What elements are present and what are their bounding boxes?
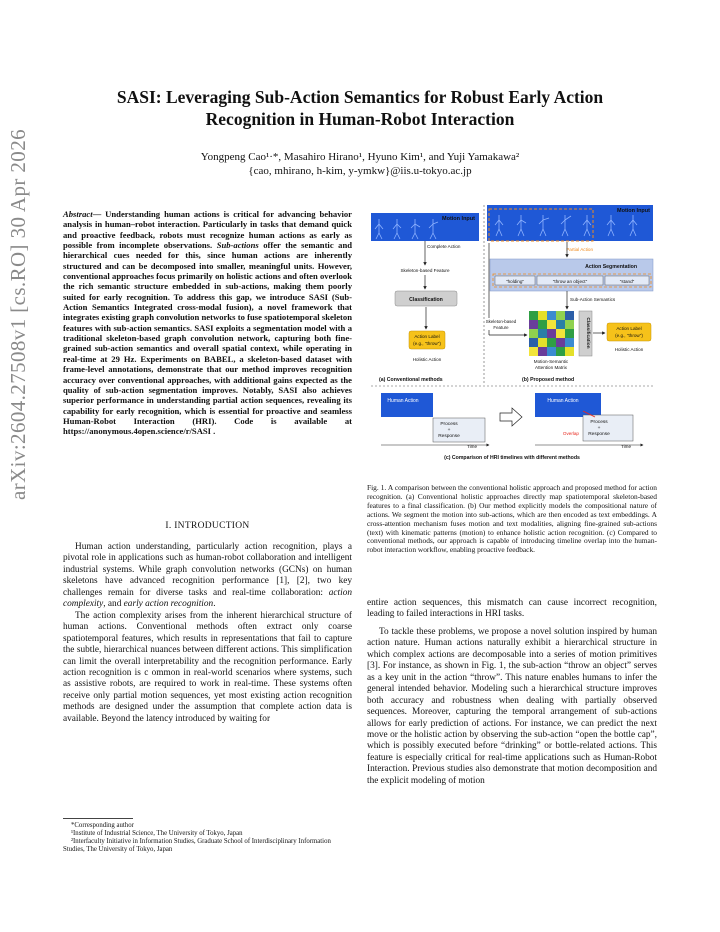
attention-matrix	[529, 311, 574, 356]
segment-holding-label: "holding"	[505, 279, 525, 284]
intro-paragraph-2: The action complexity arises from the inherent hierarchical structure of human actions. Conventional methods often extract only coarse spatiotemporal features, which results in representations that fail to capture the subtle, hierarchical nuances between different actions. This simplification can limit the overall interpretability and the recognition performance. Early action recognition is c ommon in real-world scenarios where systems, such as assistive robots, are required to work in real-time. These systems often receive only partial motion sequences, yet most existing action recognition methods are designed under the assumption that complete action data is available. Beyond the latency introduced by waiting for	[63, 610, 352, 724]
panel-a-label: (a) Conventional methods	[379, 377, 443, 383]
abstract-label: Abstract	[63, 209, 93, 219]
footnote-affiliation-2: ²Interfaculty Initiative in Information Studies, Graduate School of Interdisciplinary Information Studies, The University of Tokyo, Japan	[63, 838, 331, 853]
timeline-b-response	[583, 415, 633, 441]
timeline-b-process: Process	[590, 420, 608, 425]
segment-stand-label: "stand"	[619, 279, 635, 284]
classification-label-b: Classification	[585, 317, 590, 349]
panel-b-label: (b) Proposed method	[522, 377, 575, 383]
title-line-1: SASI: Leveraging Sub-Action Semantics for Robust Early Action	[116, 87, 604, 107]
holistic-action-label-b: Holistic Action	[614, 347, 644, 352]
timeline-a-plus: +	[447, 428, 451, 433]
action-label-b-line1: Action Label	[616, 326, 642, 331]
right-paragraph-0: entire action sequences, this mismatch can cause incorrect recognition, leading to failed interactions in HRI tasks.	[367, 598, 657, 620]
timeline-a-human-action	[381, 393, 433, 417]
arxiv-sidebar-id: arXiv:2604.27508v1 [cs.RO] 30 Apr 2026	[6, 128, 30, 500]
footnote-corresponding: *Corresponding author	[71, 822, 134, 829]
comparison-arrow	[500, 408, 522, 426]
action-label-a-line2: (e.g., "throw")	[413, 341, 441, 346]
footnote-affiliation-1: ¹Institute of Industrial Science, The University of Tokyo, Japan	[71, 830, 243, 837]
author-block	[60, 150, 660, 178]
intro-p1-mid: , and	[103, 599, 124, 610]
figure-1-caption: Fig. 1. A comparison between the conventional holistic approach and proposed method for action recognition. (a) Conventional holistic approaches directly map spatiotemporal skeleton-based features to a final classification. (b) Our method explicitly models the compositional nature of actions. We segment the motion into sub-actions, which are then encoded as text embeddings. A cross-attention mechanism fuses motion and text modalities, aligning fine-grained sub-actions (text) with kinematic patterns (motion) to enhance holistic action recognition. (c) Compared to conventional methods, our approach is capable of introducing timeline overlap into the human-robot interaction workflow, enabling proactive feedback.	[367, 483, 657, 555]
intro-p1-em1: action complexity	[63, 587, 352, 610]
intro-paragraph-1	[63, 542, 352, 611]
skeleton-feature-label-b1: Skeleton-based	[485, 319, 517, 324]
attention-label-2: Attention Matrix	[535, 365, 567, 370]
action-label-a-line1: Action Label	[414, 334, 440, 339]
skeleton-feature-label-a: Skeleton-based Feature	[400, 268, 450, 273]
intro-p1-em2: early action recognition	[123, 599, 214, 610]
abstract-emphasis: Sub-actions	[216, 240, 259, 251]
right-column-body	[367, 598, 657, 787]
timeline-a-response-label: Response	[438, 434, 460, 439]
intro-body	[63, 542, 352, 725]
attention-label-1: Motion-Semantic	[533, 359, 569, 364]
overlap-label: Overlap	[562, 431, 579, 436]
section-heading-introduction: I. INTRODUCTION	[165, 521, 250, 531]
intro-p1-text: Human action understanding, particularly action recognition, plays a pivotal role in applications such as human-robot collaboration and intelligent industrial systems. While graph convolution networks (GCNs) on human skeletons have advanced recognition performance [1], [2], two key challenges remain for diverse tasks and real-time collaboration:	[63, 542, 352, 598]
paper-title	[60, 86, 660, 130]
abstract	[63, 209, 352, 437]
figure-1	[367, 205, 657, 473]
timeline-a-process: Process	[440, 422, 458, 427]
motion-input-label-b: Motion Input	[617, 208, 650, 214]
action-label-b-line2: (e.g., "throw")	[615, 333, 643, 338]
sub-action-semantics-label: Sub-Action Semantics	[570, 297, 616, 302]
segment-throw-label: "throw an object"	[552, 279, 588, 284]
footnotes	[63, 822, 352, 854]
emails: {cao, mhirano, h-kim, y-ymkw}@iis.u-tokyo.ac.jp	[248, 165, 472, 177]
authors: Yongpeng Cao¹·*, Masahiro Hirano¹, Hyuno Kim¹, and Yuji Yamakawa²	[200, 151, 520, 163]
intro-p1-end: .	[213, 599, 216, 610]
complete-action-label: Complete Action	[427, 244, 461, 249]
timeline-a-human-label: Human Action	[387, 398, 419, 404]
timeline-a-time: Time	[467, 444, 478, 449]
motion-input-label-a: Motion Input	[442, 216, 475, 222]
partial-action-label: Partial Action	[566, 247, 593, 252]
timeline-b-human-action	[535, 393, 601, 417]
action-segmentation-label: Action Segmentation	[585, 264, 637, 270]
abstract-text-1: — Understanding human actions is critical for advancing behavior analysis in human–robot interaction. Particularly in tasks that demand quick and proactive feedback, robots must recognize human actions as early as possible from incomplete observations.	[63, 209, 352, 251]
footnote-rule	[63, 818, 133, 819]
title-line-2: Recognition in Human-Robot Interaction	[205, 109, 515, 129]
timeline-b-plus: +	[597, 426, 601, 431]
panel-c-label: (c) Comparison of HRI timelines with different methods	[444, 455, 580, 461]
timeline-b-human-label: Human Action	[547, 398, 579, 404]
classification-label-a: Classification	[409, 297, 443, 303]
skeleton-feature-label-b2: Feature	[493, 325, 509, 330]
holistic-action-label-a: Holistic Action	[412, 357, 442, 362]
timeline-b-response-label: Response	[588, 432, 610, 437]
abstract-text-2: offer the semantic and hierarchical cues needed for this, since human actions are inherently structured and can be decomposed into smaller, meaningful units. However, conventional approaches focus primarily on holistic actions and often overlook the rich semantic structure embedded in sub-actions, making them poorly suited for early recognition. To address this gap, we introduce SASI (Sub-Action Semantics Integrated cross-modal fusion), a novel framework that integrates existing graph convolution networks to fuse spatiotemporal skeleton features with sub-action semantics. SASI exploits a segmentation model with a traditional skeleton-based graph convolution network, capturing both fine-grained sub-action semantics and overall spatial context, while operating in real-time at 29 Hz. Experiments on BABEL, a skeleton-based dataset with frame-level annotations, demonstrate that our method improves recognition accuracy over conventional approaches, with additional gains expected as the quality of sub-action segmentation improves. Notably, SASI also achieves superior performance in understanding partial action sequences, revealing its capability for early recognition, which is essential for proactive and seamless Human-Robot Interaction (HRI). Code is available at https://anonymous.4open.science/r/SASI .	[63, 240, 352, 437]
right-paragraph-1: To tackle these problems, we propose a novel solution inspired by human action nature. Human actions naturally exhibit a hierarchical structure in which complex actions are decomposable into a series of motion primitives [3]. For instance, as shown in Fig. 1, the sub-action “throw an object” serves as a key unit in the action “throw”. This nature enables humans to infer the general intended behavior. Modeling such a hierarchical structure improves both accuracy and robustness when dealing with partially observed sequences. Moreover, capturing the temporal arrangement of sub-actions allows for early prediction of actions. For instance, we can predict the next move or the holistic action by observing the sub-action “open the bottle cap”, which is possibly executed before “drinking” or bottle-related actions. This feature is especially critical for real-time applications such as Human-Robot Interaction. Previous studies also demonstrate that motion decomposition and the explicit modeling of motion	[367, 626, 657, 786]
timeline-b-time: Time	[621, 444, 632, 449]
